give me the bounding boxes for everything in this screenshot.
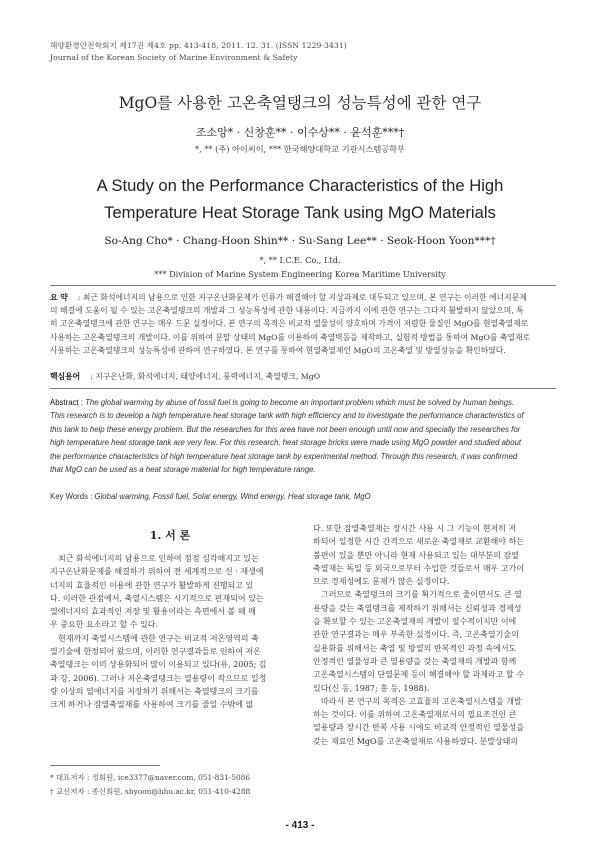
body-line: 하는 것이다. 이를 위하여 고온축열재로서의 필요조건인 큰	[313, 710, 517, 720]
affiliation-english-2: *** Division of Marine System Engineering Korea Maritime University	[154, 269, 446, 279]
authors-english: So-Ang Cho* · Chang-Hoon Shin** · Su-Sang Lee** · Seok-Hoon Yoon***†	[104, 235, 496, 247]
abstract-english-line: This research is to develop a high temperature heat storage tank with high efficiency and to investigate the performance characteristics of	[50, 411, 524, 421]
footnote-corresponding-1: * 대표저자 : 정회원, ice3377@naver.com, 051-831-5086	[50, 773, 251, 782]
body-line: 우 중요한 요소라고 할 수 있다.	[50, 620, 158, 630]
body-line: 안정적인 열물성과 큰 열용량을 갖는 축열재의 개발과 함께	[313, 656, 517, 666]
body-line: 고온축열시스템의 단열문제 등이 해결해야 할 과제라고 할 수	[313, 670, 524, 680]
abstract-korean	[50, 291, 556, 357]
divider-middle	[50, 388, 556, 389]
body-column-right	[313, 522, 553, 748]
keywords-korean-value: : 지구온난화, 화석에너지, 태양에너지, 풍력에너지, 축열탱크, MgO	[90, 372, 321, 381]
affiliation-english-1: *, ** I.C.E. Co., Ltd.	[259, 255, 341, 265]
body-line: 그러므로 축열탱크의 크기를 획기적으로 줄이면서도 큰 열	[321, 590, 522, 600]
section-heading-introduction: 1. 서 론	[149, 529, 191, 542]
body-line: 불편이 있을 뿐만 아니라 현재 사용되고 있는 대부분의 잠열	[313, 550, 519, 560]
body-line: 과 강, 2006). 그러나 저온축열탱크는 열용량이 작으므로 일정	[50, 673, 267, 683]
body-line: 축열재는 독일 등 외국으로부터 수입한 것들로서 매우 고가이	[313, 563, 524, 573]
abstract-english-label: Abstract :	[50, 398, 83, 407]
body-line: 관한 연구결과는 매우 부족한 실정이다. 즉, 고온축열기술의	[313, 630, 519, 640]
title-english-line-1: A Study on the Performance Characteristics of the High	[96, 176, 504, 195]
divider-top	[50, 285, 556, 286]
journal-header-ko: 해양환경안전학회지 제17권 제4호 pp. 413-418, 2011. 12. 31. (ISSN 1229-3431)	[50, 41, 347, 50]
body-line: 하되어 일정한 시간 간격으로 새로운 축열재로 교환해야 하는	[313, 537, 524, 547]
abstract-english-line: the performance characteristics of high temperature heat storage tank by experimental method. Through this research, it was confirmed	[50, 451, 518, 461]
title-korean: MgO를 사용한 고온축열탱크의 성능특성에 관한 연구	[118, 94, 482, 112]
affiliation-korean: *, ** (주) 아이씨이, *** 한국해양대학교 기관시스템공학부	[195, 144, 405, 154]
body-line: 현재까지 축열시스템에 관한 연구는 비교적 저온영역의 축	[58, 633, 259, 643]
body-line: 열에너지의 효과적인 저장 및 활용이라는 측면에서 볼 때 매	[50, 607, 256, 617]
body-line: 지구온난화문제를 해결하기 위하여 전 세계적으로 신 · 재생에	[50, 567, 264, 577]
body-line: 량 이상의 열에너지를 저장하기 위해서는 축열탱크의 크기를	[50, 686, 259, 696]
abstract-english-line: this tank to help these energy problem. But the researches for this area have not been enough until now and specially the researches for	[50, 424, 521, 434]
body-line: 갖는 재료인 MgO를 고온축열재로 사용하였다. 분말상태의	[313, 736, 519, 746]
keywords-english-value: Global warming, Fossil fuel, Solar energy, Wind energy, Heat storage tank, MgO	[94, 492, 371, 501]
body-line: 따라서 본 연구의 목적은 고효율의 고온축열시스템을 개발	[321, 696, 522, 706]
title-english-line-2: Temperature Heat Storage Tank using MgO Materials	[104, 203, 496, 222]
keywords-english-label: Key Words :	[50, 492, 93, 501]
body-line: 을 확보할 수 있는 고온축열재의 개발이 필수적이지만 이에	[313, 617, 517, 627]
body-line: 있다(신 등, 1987; 홍 등, 1988).	[313, 683, 430, 693]
body-line: 크게 하거나 잠열축열재를 사용하여 크기를 줄일 수밖에 없	[50, 700, 254, 710]
abstract-english-line: that MgO can be used as a heat storage material for high temperature range.	[50, 465, 316, 475]
footnote-corresponding-2: † 교신저자 : 종신회원, shyoon@hhu.ac.kr, 051-410-4288	[50, 787, 251, 796]
body-line: 열용량과 장시간 반복 사용 시에도 비교적 안정적인 열물성을	[313, 723, 524, 733]
body-column-left	[50, 552, 290, 712]
page-number: - 413 -	[285, 820, 315, 831]
body-line: 므로 경제성에도 문제가 많은 실정이다.	[313, 577, 450, 587]
body-line: 너지의 효율적인 이용에 관한 연구가 활발하게 진행되고 있	[50, 580, 254, 590]
abstract-english	[50, 396, 556, 476]
footnote-divider	[50, 765, 160, 766]
body-line: 실용화를 위해서는 축열 및 방열의 반복적인 과정 속에서도	[313, 643, 517, 653]
abstract-korean-line: 히 고온축열탱크에 관한 연구는 매우 드문 실정이다. 본 연구의 목적은 비교적 열물성이 양호하며 가격이 저렴한 물질인 MgO를 현열축열재로	[50, 319, 529, 329]
body-line: 열기술에 한정되어 왔으며, 이러한 연구결과들로 인하여 저온	[50, 647, 261, 657]
authors-korean: 조소앙* · 신창훈** · 이수상** · 윤석훈***†	[195, 126, 405, 139]
abstract-korean-label: 요 약	[50, 293, 68, 302]
abstract-english-line	[50, 396, 556, 409]
body-line: 용량을 갖는 축열탱크를 제작하기 위해서는 신뢰성과 경제성	[313, 603, 522, 613]
journal-header-en: Journal of the Korean Society of Marine Environment & Safety	[50, 53, 298, 62]
abstract-english-text: The global warming by abuse of fossil fuel is going to become an important problem which must be solved by human beings.	[85, 398, 515, 407]
body-line: 축열탱크는 이미 상용화되어 많이 이용되고 있다(유, 2005; 김	[50, 660, 267, 670]
abstract-english-line: high temperature heat storage tank are very few. For this research, heat storage bricks were made using MgO powder and studied about	[50, 438, 522, 448]
abstract-korean-text: : 최근 화석에너지의 남용으로 인한 지구온난화문제가 인류가 해결해야 할 지상과제로 대두되고 있으며, 본 연구는 이러한 에너지문제	[77, 293, 527, 302]
abstract-korean-line: 사용하는 고온축열탱크의 개발이다. 이를 위하여 분말 상태의 MgO를 이용하여 축열벽돌을 제작하고, 실험적 방법을 통하여 MgO를 축열재로	[50, 332, 531, 342]
abstract-korean-line: 의 해결에 도움이 될 수 있는 고온축열탱크의 개발과 그 성능특성에 관한 내용이다. 지금까지 이에 관한 연구는 그다지 활발하지 않았으며, 특	[50, 306, 524, 316]
body-line: 다. 또한 잠열축열재는 장시간 사용 시 그 기능이 현저히 저	[313, 524, 517, 533]
keywords-korean	[50, 371, 320, 382]
body-line: 최근 화석에너지의 남용으로 인하여 점점 심각해지고 있는	[58, 554, 259, 563]
title-english	[0, 172, 600, 226]
abstract-korean-line: 사용하는 고온축열탱크의 성능특성에 관하여 연구하였다. 본 연구를 통하여 현열축열재인 MgO의 고온축열 및 방열성능을 확인하였다.	[50, 345, 506, 355]
keywords-english	[50, 492, 371, 501]
body-line: 다. 이러한 관점에서, 축열시스템은 시기적으로 편재되어 있는	[50, 593, 264, 603]
keywords-korean-label: 핵심용어	[50, 372, 81, 381]
abstract-korean-line	[50, 291, 556, 304]
